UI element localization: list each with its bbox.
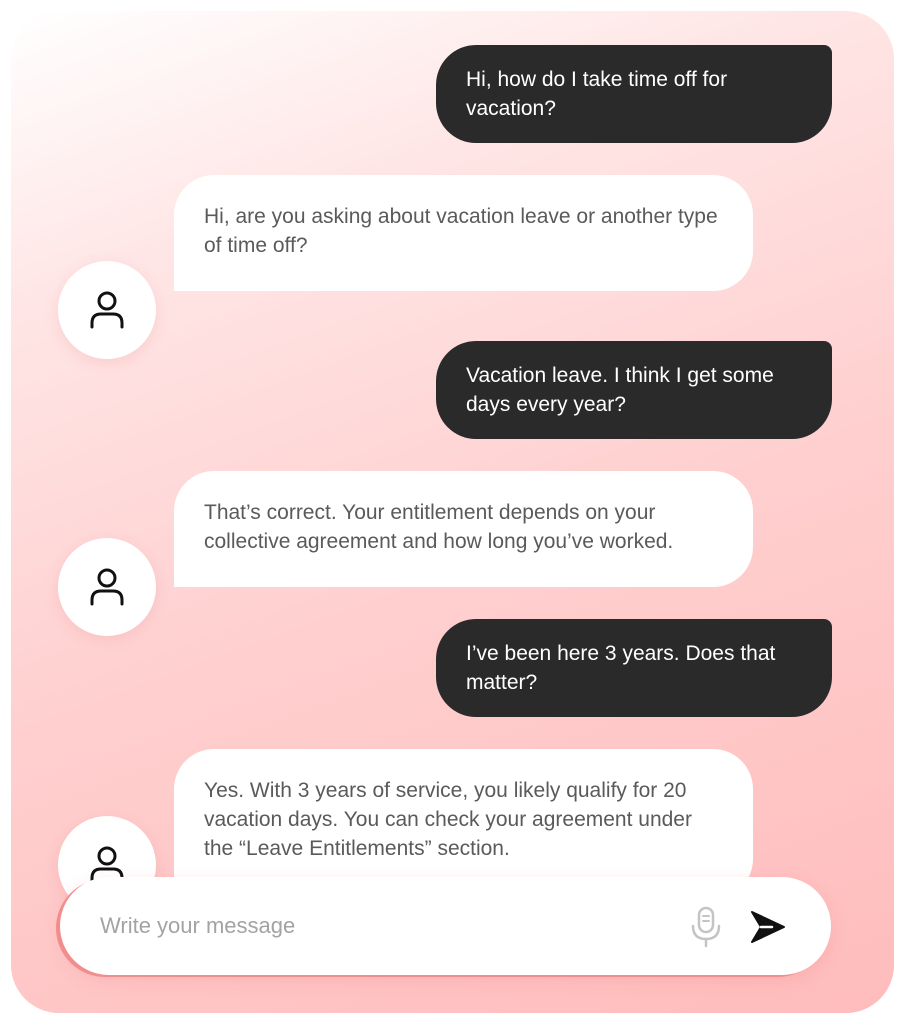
message-text: Vacation leave. I think I get some days every year?	[466, 364, 774, 416]
user-outline-icon	[89, 567, 125, 607]
message-text: Hi, how do I take time off for vacation?	[466, 68, 728, 120]
send-arrow-icon	[750, 910, 786, 944]
chat-panel	[11, 11, 894, 1013]
message-composer	[60, 877, 831, 975]
message-input[interactable]	[98, 905, 662, 947]
bot-message	[174, 175, 753, 291]
microphone-icon	[690, 906, 722, 948]
bot-avatar	[58, 538, 156, 636]
user-message	[436, 341, 832, 439]
message-text: That’s correct. Your entitlement depends on your collective agreement and how long you’ve worked.	[204, 501, 674, 553]
message-text: I’ve been here 3 years. Does that matter?	[466, 642, 776, 694]
message-text: Yes. With 3 years of service, you likely qualify for 20 vacation days. You can check your agreement under the “Leave Entitlements” section.	[204, 779, 692, 860]
bot-message	[174, 471, 753, 587]
user-outline-icon	[89, 290, 125, 330]
microphone-button[interactable]	[688, 905, 724, 949]
user-message	[436, 45, 832, 143]
bot-avatar	[58, 261, 156, 359]
send-button[interactable]	[748, 907, 788, 947]
message-text: Hi, are you asking about vacation leave or another type of time off?	[204, 205, 718, 257]
user-message	[436, 619, 832, 717]
